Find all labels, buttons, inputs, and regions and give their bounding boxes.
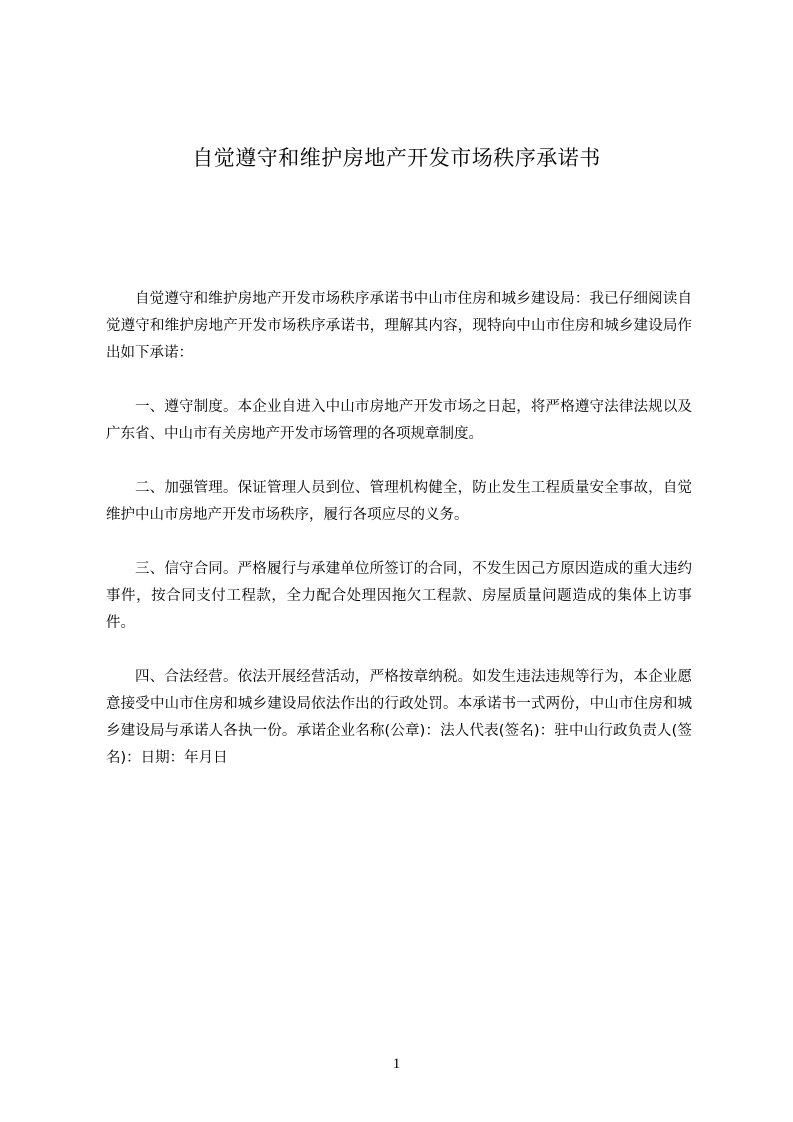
page-number: 1 [392,1056,401,1072]
commitment-paragraph-1: 一、遵守制度。本企业自进入中山市房地产开发市场之日起，将严格遵守法律法规以及广东省、中山市有关房地产开发市场管理的各项规章制度。 [106,399,692,442]
commitment-paragraph-3: 三、信守合同。严格履行与承建单位所签订的合同，不发生因己方原因造成的重大违约事件，按合同支付工程款，全力配合处理因拖欠工程款、房屋质量问题造成的集体上访事件。 [106,561,692,631]
commitment-paragraph-2: 二、加强管理。保证管理人员到位、管理机构健全，防止发生工程质量安全事故，自觉维护中山市房地产开发市场秩序，履行各项应尽的义务。 [106,480,692,523]
document-body [106,286,692,799]
document-title: 自觉遵守和维护房地产开发市场秩序承诺书 [192,146,601,170]
intro-paragraph: 自觉遵守和维护房地产开发市场秩序承诺书中山市住房和城乡建设局：我已仔细阅读自觉遵守和维护房地产开发市场秩序承诺书，理解其内容，现特向中山市住房和城乡建设局作出如下承诺： [106,291,692,361]
commitment-paragraph-4: 四、合法经营。依法开展经营活动，严格按章纳税。如发生违法违规等行为，本企业愿意接受中山市住房和城乡建设局依法作出的行政处罚。本承诺书一式两份，中山市住房和城乡建设局与承诺人各执一份。承诺企业名称(公章)：法人代表(签名)：驻中山行政负责人(签名)：日期：年月日 [106,669,692,766]
